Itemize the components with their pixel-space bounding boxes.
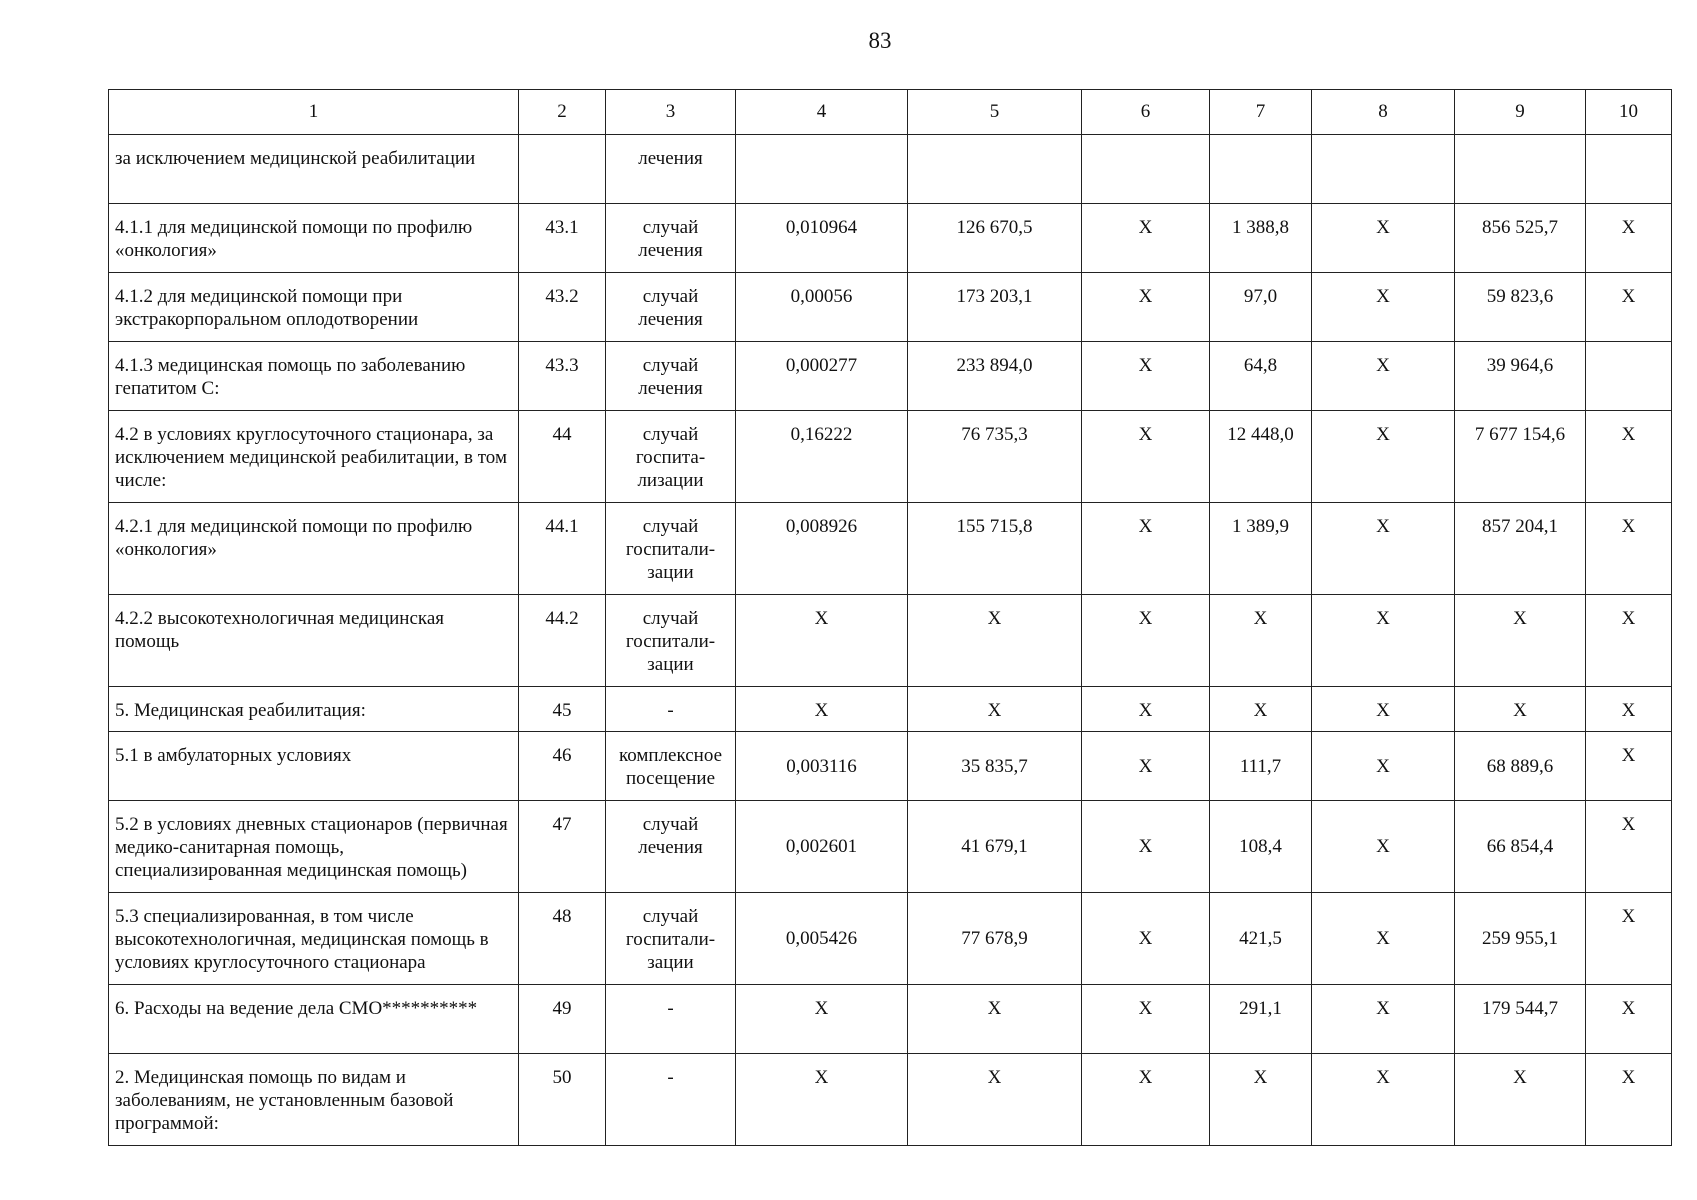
row-value-8: Х [1312, 732, 1455, 801]
row-value-8: Х [1312, 985, 1455, 1054]
column-header: 2 [519, 90, 606, 135]
row-value-4: 0,005426 [736, 893, 908, 985]
table-row [109, 801, 1672, 893]
row-value-5: Х [908, 687, 1082, 732]
row-name: 4.1.1 для медицинской помощи по профилю «онкология» [109, 204, 519, 273]
row-value-10: Х [1586, 893, 1672, 985]
row-unit: комплексное посещение [606, 732, 736, 801]
row-code: 44.2 [519, 595, 606, 687]
table-row [109, 893, 1672, 985]
column-header: 4 [736, 90, 908, 135]
row-value-8 [1312, 135, 1455, 204]
row-value-5: 77 678,9 [908, 893, 1082, 985]
row-value-6: Х [1082, 801, 1210, 893]
row-value-9: 259 955,1 [1455, 893, 1586, 985]
row-value-7: Х [1210, 1054, 1312, 1146]
row-value-10: Х [1586, 595, 1672, 687]
data-table [108, 89, 1672, 1146]
row-value-4: 0,002601 [736, 801, 908, 893]
column-header: 8 [1312, 90, 1455, 135]
row-value-4: 0,003116 [736, 732, 908, 801]
row-value-10: Х [1586, 732, 1672, 801]
row-code: 47 [519, 801, 606, 893]
row-value-10 [1586, 342, 1672, 411]
row-value-8: Х [1312, 411, 1455, 503]
row-unit: случай госпитали-зации [606, 595, 736, 687]
row-value-7: 1 389,9 [1210, 503, 1312, 595]
row-value-8: Х [1312, 893, 1455, 985]
row-value-6: Х [1082, 893, 1210, 985]
row-value-7: 97,0 [1210, 273, 1312, 342]
row-value-7: Х [1210, 595, 1312, 687]
row-value-10: Х [1586, 801, 1672, 893]
row-value-9: 856 525,7 [1455, 204, 1586, 273]
row-value-9: 179 544,7 [1455, 985, 1586, 1054]
row-value-5: 126 670,5 [908, 204, 1082, 273]
row-value-9: Х [1455, 687, 1586, 732]
table-row [109, 732, 1672, 801]
row-unit: - [606, 985, 736, 1054]
row-value-4: 0,16222 [736, 411, 908, 503]
row-unit: случай лечения [606, 801, 736, 893]
row-value-4: Х [736, 687, 908, 732]
row-name: 5.2 в условиях дневных стационаров (первичная медико-санитарная помощь, специализированная медицинская помощь) [109, 801, 519, 893]
row-value-9: 857 204,1 [1455, 503, 1586, 595]
row-code: 44.1 [519, 503, 606, 595]
row-name: 5.3 специализированная, в том числе высокотехнологичная, медицинская помощь в условиях круглосуточного стационара [109, 893, 519, 985]
row-value-6: Х [1082, 273, 1210, 342]
row-name: 2. Медицинская помощь по видам и заболеваниям, не установленным базовой программой: [109, 1054, 519, 1146]
row-value-10: Х [1586, 985, 1672, 1054]
row-value-6: Х [1082, 985, 1210, 1054]
column-header: 5 [908, 90, 1082, 135]
row-code: 49 [519, 985, 606, 1054]
row-name: 5.1 в амбулаторных условиях [109, 732, 519, 801]
table-row [109, 687, 1672, 732]
row-value-5: 41 679,1 [908, 801, 1082, 893]
column-header: 6 [1082, 90, 1210, 135]
row-value-5 [908, 135, 1082, 204]
row-code: 43.3 [519, 342, 606, 411]
row-value-4: Х [736, 1054, 908, 1146]
row-code: 43.2 [519, 273, 606, 342]
table-row [109, 503, 1672, 595]
row-name: 5. Медицинская реабилитация: [109, 687, 519, 732]
row-value-10: Х [1586, 687, 1672, 732]
row-value-10: Х [1586, 273, 1672, 342]
row-unit: случай госпитали-зации [606, 503, 736, 595]
row-value-7: Х [1210, 687, 1312, 732]
row-value-7: 12 448,0 [1210, 411, 1312, 503]
row-value-9: 66 854,4 [1455, 801, 1586, 893]
row-value-10: Х [1586, 503, 1672, 595]
row-unit: случай госпитали-зации [606, 893, 736, 985]
row-value-9 [1455, 135, 1586, 204]
row-value-7 [1210, 135, 1312, 204]
row-value-10 [1586, 135, 1672, 204]
row-value-5: Х [908, 1054, 1082, 1146]
row-value-7: 64,8 [1210, 342, 1312, 411]
row-value-7: 111,7 [1210, 732, 1312, 801]
row-code: 50 [519, 1054, 606, 1146]
row-value-6: Х [1082, 1054, 1210, 1146]
row-value-5: 35 835,7 [908, 732, 1082, 801]
row-name: 4.2 в условиях круглосуточного стационара, за исключением медицинской реабилитации, в том числе: [109, 411, 519, 503]
row-value-8: Х [1312, 204, 1455, 273]
row-value-5: 76 735,3 [908, 411, 1082, 503]
row-value-8: Х [1312, 342, 1455, 411]
row-value-6: Х [1082, 503, 1210, 595]
column-header: 3 [606, 90, 736, 135]
row-code: 45 [519, 687, 606, 732]
row-value-6: Х [1082, 342, 1210, 411]
row-value-5: 155 715,8 [908, 503, 1082, 595]
row-value-7: 421,5 [1210, 893, 1312, 985]
row-value-4: 0,000277 [736, 342, 908, 411]
row-value-10: Х [1586, 1054, 1672, 1146]
row-value-4: Х [736, 595, 908, 687]
row-value-6: Х [1082, 595, 1210, 687]
row-value-9: Х [1455, 595, 1586, 687]
row-value-6: Х [1082, 687, 1210, 732]
row-value-7: 1 388,8 [1210, 204, 1312, 273]
row-value-5: Х [908, 985, 1082, 1054]
row-unit: случай лечения [606, 342, 736, 411]
row-value-5: 173 203,1 [908, 273, 1082, 342]
column-header: 9 [1455, 90, 1586, 135]
row-value-4: 0,010964 [736, 204, 908, 273]
row-value-8: Х [1312, 801, 1455, 893]
row-value-10: Х [1586, 204, 1672, 273]
row-value-7: 291,1 [1210, 985, 1312, 1054]
row-value-6 [1082, 135, 1210, 204]
table-row [109, 204, 1672, 273]
column-header: 1 [109, 90, 519, 135]
row-value-4: Х [736, 985, 908, 1054]
row-unit: лечения [606, 135, 736, 204]
row-name: за исключением медицинской реабилитации [109, 135, 519, 204]
table-row [109, 595, 1672, 687]
table-header-row [109, 90, 1672, 135]
row-name: 4.2.1 для медицинской помощи по профилю «онкология» [109, 503, 519, 595]
row-value-4 [736, 135, 908, 204]
table-row [109, 411, 1672, 503]
row-value-8: Х [1312, 503, 1455, 595]
row-code: 44 [519, 411, 606, 503]
row-value-5: 233 894,0 [908, 342, 1082, 411]
row-value-9: 7 677 154,6 [1455, 411, 1586, 503]
row-value-4: 0,008926 [736, 503, 908, 595]
row-name: 4.1.2 для медицинской помощи при экстракорпоральном оплодотворении [109, 273, 519, 342]
row-name: 4.2.2 высокотехнологичная медицинская помощь [109, 595, 519, 687]
row-value-6: Х [1082, 411, 1210, 503]
row-unit: случай лечения [606, 273, 736, 342]
row-name: 6. Расходы на ведение дела СМО********** [109, 985, 519, 1054]
row-value-9: Х [1455, 1054, 1586, 1146]
row-name: 4.1.3 медицинская помощь по заболеванию гепатитом С: [109, 342, 519, 411]
table-row [109, 273, 1672, 342]
row-value-9: 59 823,6 [1455, 273, 1586, 342]
row-value-7: 108,4 [1210, 801, 1312, 893]
row-value-8: Х [1312, 595, 1455, 687]
row-code: 46 [519, 732, 606, 801]
row-value-5: Х [908, 595, 1082, 687]
row-unit: случай госпита-лизации [606, 411, 736, 503]
table-row [109, 985, 1672, 1054]
row-unit: - [606, 1054, 736, 1146]
row-code: 43.1 [519, 204, 606, 273]
row-unit: - [606, 687, 736, 732]
row-code: 48 [519, 893, 606, 985]
column-header: 7 [1210, 90, 1312, 135]
page-number: 83 [868, 28, 892, 53]
row-value-8: Х [1312, 1054, 1455, 1146]
row-value-4: 0,00056 [736, 273, 908, 342]
row-value-10: Х [1586, 411, 1672, 503]
row-value-6: Х [1082, 732, 1210, 801]
row-value-9: 39 964,6 [1455, 342, 1586, 411]
row-value-8: Х [1312, 687, 1455, 732]
row-value-6: Х [1082, 204, 1210, 273]
table-row [109, 135, 1672, 204]
row-value-8: Х [1312, 273, 1455, 342]
row-value-9: 68 889,6 [1455, 732, 1586, 801]
row-unit: случай лечения [606, 204, 736, 273]
table-row [109, 1054, 1672, 1146]
row-code [519, 135, 606, 204]
table-row [109, 342, 1672, 411]
column-header: 10 [1586, 90, 1672, 135]
